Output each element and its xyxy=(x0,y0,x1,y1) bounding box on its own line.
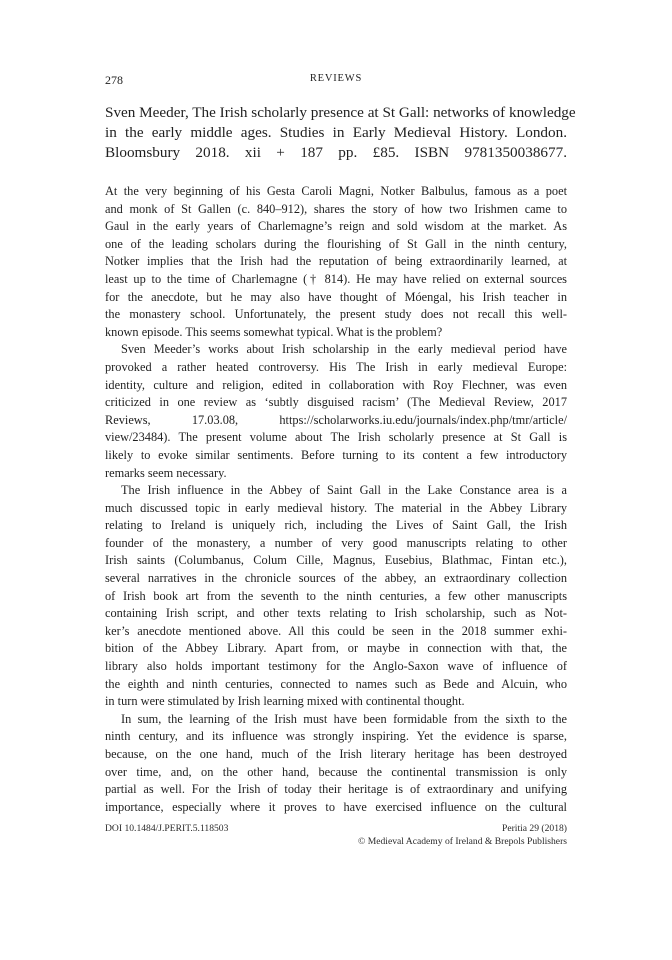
text-line: provoked a rather heated controversy. His The Irish in early medieval Europe: xyxy=(105,359,567,374)
text-line: ker’s anecdote mentioned above. All this could be seen in the 2018 summer exhi- xyxy=(105,623,567,638)
page-number: 278 xyxy=(105,73,123,87)
text-line: ninth century, and its influence was strongly inspiring. Yet the evidence is sparse, xyxy=(105,729,567,744)
text-line: of Irish book art from the seventh to the ninth centuries, a few other manuscripts xyxy=(105,588,567,603)
text-line: and monk of St Gallen (c. 840–912), shares the story of how two Irishmen came to xyxy=(105,201,567,216)
journal-info xyxy=(358,822,567,848)
text-line: the monastery school. Unfortunately, the present study does not recall this well- xyxy=(105,307,567,322)
text-line: Reviews, 17.03.08, https://scholarworks.iu.edu/journals/index.php/tmr/article/ xyxy=(105,412,567,427)
text-line: criticized in one review as ‘subtly disguised racism’ (The Medieval Review, 2017 xyxy=(105,395,567,410)
text-line: one of the leading scholars during the flourishing of St Gall in the ninth century, xyxy=(105,236,567,251)
text-line: In sum, the learning of the Irish must have been formidable from the sixth to the xyxy=(121,711,567,726)
text-line: remarks seem necessary. xyxy=(105,465,227,480)
paragraph xyxy=(105,183,567,341)
text-line: Sven Meeder’s works about Irish scholarship in the early medieval period have xyxy=(121,342,567,357)
text-line: view/23484). The present volume about The Irish scholarly presence at St Gall is xyxy=(105,430,567,445)
text-line: several narratives in the chronicle sources of the abbey, an extraordinary collection xyxy=(105,571,567,586)
text-line: Irish saints (Columbanus, Colum Cille, Magnus, Eusebius, Blathmac, Fintan etc.), xyxy=(105,553,567,568)
text-line: partial as well. For the Irish of today their heritage is of extraordinary and unifying xyxy=(105,782,567,797)
text-line: At the very beginning of his Gesta Caroli Magni, Notker Balbulus, famous as a poet xyxy=(105,184,567,198)
running-head: REVIEWS xyxy=(309,73,363,84)
text-line: relating to Ireland is uniquely rich, including the Lives of Saint Gall, the Irish xyxy=(105,518,567,533)
text-line: importance, especially where it proves to have exercised influence on the cultural xyxy=(105,799,567,814)
text-line: Gaul in the early years of Charlemagne’s reign and sold wisdom at the market. As xyxy=(105,219,567,234)
paragraph xyxy=(105,341,567,482)
page-header xyxy=(105,73,567,89)
text-line: bition of the Abbey Library. Apart from, or maybe in connection with that, the xyxy=(105,641,567,656)
text-line: library also holds important testimony for the Anglo-Saxon wave of influence of xyxy=(105,659,567,674)
review-body xyxy=(105,183,567,816)
text-line: founder of the monastery, a number of very good manuscripts relating to other xyxy=(105,535,567,550)
citation-line: in the early middle ages. Studies in Early Medieval History. London. xyxy=(105,124,567,141)
text-line: in turn were stimulated by Irish learning mixed with continental thought. xyxy=(105,694,465,709)
text-line: Notker implies that the Irish had the reputation of being extraordinarily learned, at xyxy=(105,254,567,269)
paragraph xyxy=(105,482,567,711)
text-line: containing Irish script, and other texts relating to Irish scholarship, such as Not- xyxy=(105,606,567,621)
paragraph xyxy=(105,711,567,817)
doi-identifier: DOI 10.1484/J.PERIT.5.118503 xyxy=(105,823,229,834)
text-line: because, on the one hand, much of the Irish literary heritage has been destroyed xyxy=(105,747,567,761)
journal-issue: Peritia 29 (2018) xyxy=(501,823,567,834)
text-line: known episode. This seems somewhat typical. What is the problem? xyxy=(105,324,443,339)
text-line: for the anecdote, but he may also have thought of Móengal, his Irish teacher in xyxy=(105,289,567,304)
text-line: the eighth and ninth centuries, connected to names such as Bede and Alcuin, who xyxy=(105,676,567,691)
citation-line: Sven Meeder, The Irish scholarly presence at St Gall: networks of knowledge xyxy=(105,104,576,121)
text-line: much discussed topic in early medieval history. The material in the Abbey Library xyxy=(105,500,567,515)
text-line: The Irish influence in the Abbey of Saint Gall in the Lake Constance area is a xyxy=(121,483,567,498)
copyright-notice: © Medieval Academy of Ireland & Brepols Publishers xyxy=(358,836,567,847)
text-line: likely to evoke similar sentiments. Before turning to its content a few introductory xyxy=(105,447,567,462)
text-line: least up to the time of Charlemagne († 814). He may have relied on external sources xyxy=(105,271,567,286)
citation-line: Bloomsbury 2018. xii + 187 pp. £85. ISBN 9781350038677. xyxy=(105,144,567,161)
text-line: identity, culture and religion, edited in collaboration with Roy Flechner, was even xyxy=(105,377,567,392)
text-line: over time, and, on the other hand, because the continental transmission is only xyxy=(105,764,567,779)
review-citation xyxy=(105,103,576,163)
